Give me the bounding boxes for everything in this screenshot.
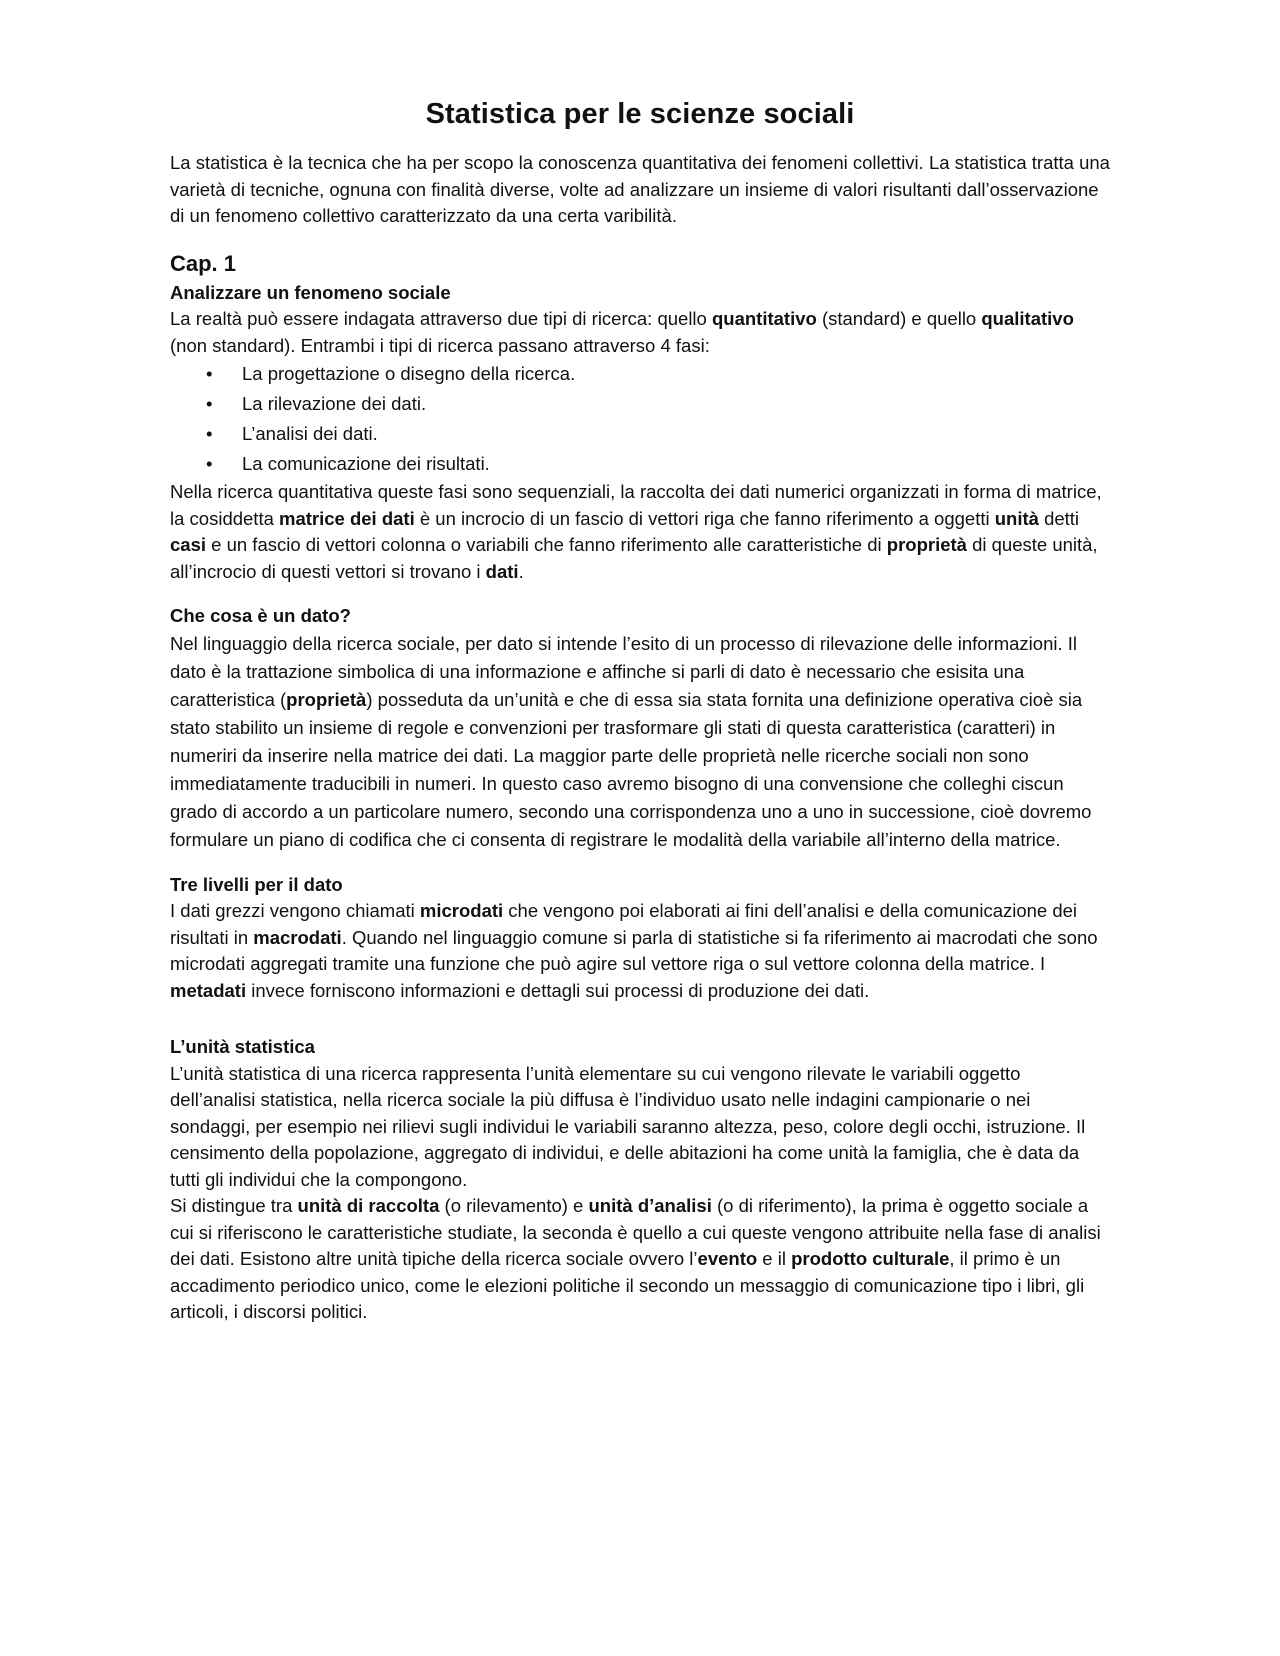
list-item: • La rilevazione dei dati.	[170, 389, 1110, 419]
section-heading: Tre livelli per il dato	[170, 873, 343, 895]
section-heading: L’unità statistica	[170, 1036, 315, 1057]
bullet-icon: •	[206, 453, 213, 474]
section-paragraph: La realtà può essere indagata attraverso due tipi di ricerca: quello quantitativo (standard) e quello qualitativo (non standard). Entrambi i tipi di ricerca passano attraverso 4 fasi:	[170, 308, 1074, 356]
section-unita-statistica	[170, 1034, 1110, 1326]
section-paragraph: Nel linguaggio della ricerca sociale, per dato si intende l’esito di un processo di rilevazione delle informazioni. Il dato è la trattazione simbolica di una informazione e affinche si parli di dato è necessario che esisita una caratteristica (proprietà) posseduta da un’unità e che di essa sia stata fornita una definizione operativa cioè sia stato stabilito un insieme di regole e convenzioni per trasformare gli stati di questa caratteristica (caratteri) in numeriri da inserire nella matrice dei dati. La maggior parte delle proprietà nelle ricerche sociali non sono immediatamente traducibili in numeri. In questo caso avremo bisogno di una convensione che colleghi ciscun grado di accordo a un particolare numero, secondo una corrispondenza uno a uno in successione, cioè dovremo formulare un piano di codifica che ci consenta di registrare le modalità della variabile all’interno della matrice.	[170, 632, 1092, 850]
bullet-icon: •	[206, 393, 213, 414]
section-livelli	[170, 872, 1110, 1005]
section-paragraph: Nella ricerca quantitativa queste fasi sono sequenziali, la raccolta dei dati numerici organizzati in forma di matrice, la cosiddetta matrice dei dati è un incrocio di un fascio di vettori riga che fanno riferimento a oggetti unità detti casi e un fascio di vettori colonna o variabili che fanno riferimento alle caratteristiche di proprietà di queste unità, all’incrocio di questi vettori si trovano i dati.	[170, 481, 1102, 582]
section-dato	[170, 603, 1110, 854]
section-paragraph: I dati grezzi vengono chiamati microdati che vengono poi elaborati ai fini dell’analisi e della comunicazione dei risultati in macrodati. Quando nel linguaggio comune si parla di statistiche si fa riferimento ai macrodati che sono microdati aggregati tramite una funzione che può agire sul vettore riga o sul vettore colonna della matrice. I metadati invece forniscono informazioni e dettagli sui processi di produzione dei dati.	[170, 900, 1098, 1001]
section-paragraph: L’unità statistica di una ricerca rappresenta l’unità elementare su cui vengono rilevate le variabili oggetto dell’analisi statistica, nella ricerca sociale la più diffusa è l’individuo usato nelle indagini campionarie o nei sondaggi, per esempio nei rilievi sugli individui le variabili saranno altezza, peso, colore degli occhi, istruzione. Il censimento della popolazione, aggregato di individui, e delle abitazioni ha come unità la famiglia, che è data da tutti gli individui che la compongono.	[170, 1062, 1086, 1190]
bullet-icon: •	[206, 423, 213, 444]
chapter-heading: Cap. 1	[170, 250, 237, 276]
list-item: • La comunicazione dei risultati.	[170, 449, 1110, 479]
section-heading: Analizzare un fenomeno sociale	[170, 281, 451, 303]
section-heading: Che cosa è un dato?	[170, 605, 351, 626]
phases-list	[170, 359, 1110, 479]
section-paragraph: Si distingue tra unità di raccolta (o rilevamento) e unità d’analisi (o di riferimento), la prima è oggetto sociale a cui si riferiscono le caratteristiche studiate, la seconda è quello a cui queste vengono attribuite nella fase di analisi dei dati. Esistono altre unità tipiche della ricerca sociale ovvero l’evento e il prodotto culturale, il primo è un accadimento periodico unico, come le elezioni politiche il secondo un messaggio di comunicazione tipo i libri, gli articoli, i discorsi politici.	[170, 1195, 1101, 1322]
document-title: Statistica per le scienze sociali	[425, 98, 855, 130]
section-analizzare	[170, 280, 1110, 586]
bullet-icon: •	[206, 363, 213, 384]
document-page	[170, 96, 1110, 1326]
list-item: • La progettazione o disegno della ricerca.	[170, 359, 1110, 389]
intro-paragraph: La statistica è la tecnica che ha per scopo la conoscenza quantitativa dei fenomeni collettivi. La statistica tratta una varietà di tecniche, ognuna con finalità diverse, volte ad analizzare un insieme di valori risultanti dall’osservazione di un fenomeno collettivo caratterizzato da una certa varibilità.	[170, 152, 1110, 226]
list-item: • L’analisi dei dati.	[170, 419, 1110, 449]
